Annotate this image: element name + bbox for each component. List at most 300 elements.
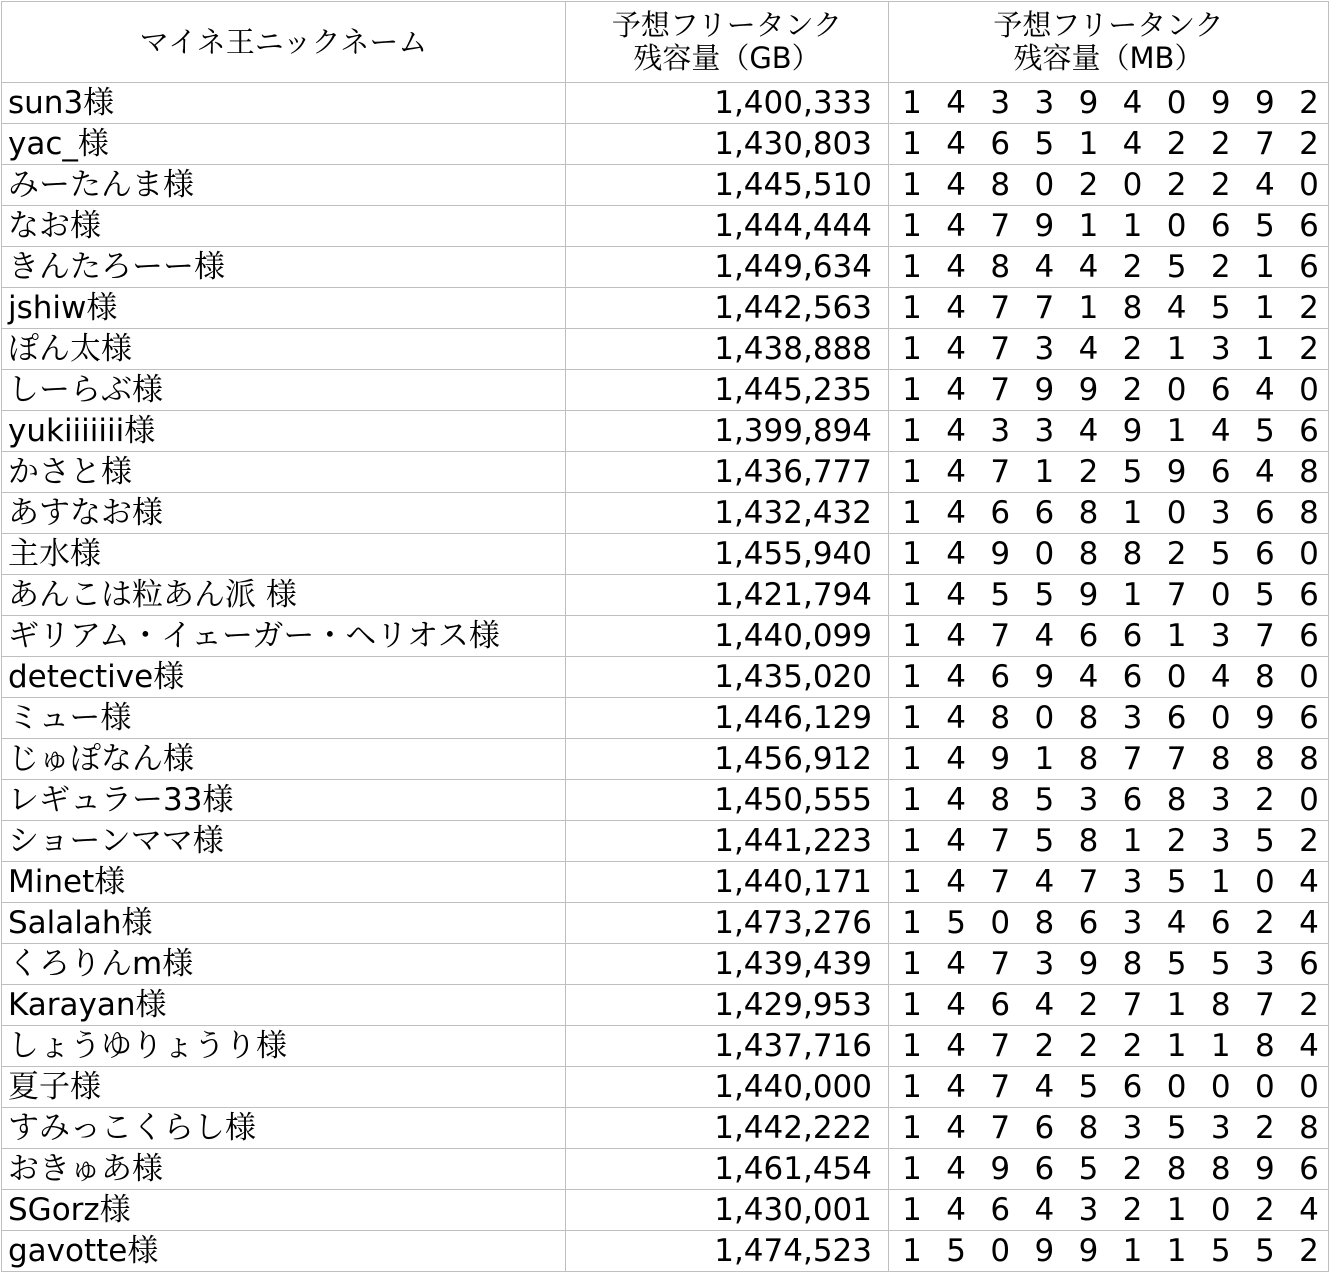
- capacity-gb-cell: 1,446,129: [566, 698, 889, 739]
- mb-digit: 3: [1034, 946, 1055, 982]
- capacity-mb-cell: [889, 329, 1329, 370]
- mb-digit: 0: [1299, 372, 1319, 408]
- mb-digit: 6: [1078, 905, 1099, 941]
- mb-digit: 2: [1122, 1192, 1143, 1228]
- mb-digit: 5: [1034, 577, 1055, 613]
- capacity-gb-cell: 1,435,020: [566, 657, 889, 698]
- nickname-cell: ミュー様: [2, 698, 566, 739]
- mb-digit: 2: [1122, 331, 1143, 367]
- mb-digit: 7: [990, 864, 1011, 900]
- mb-digit: 4: [1299, 905, 1319, 941]
- nickname-cell: SGorz様: [2, 1190, 566, 1231]
- mb-digit: 3: [1255, 946, 1275, 982]
- mb-digit: 1: [1166, 331, 1187, 367]
- mb-digit: 6: [1210, 208, 1231, 244]
- nickname-cell: 夏子様: [2, 1067, 566, 1108]
- capacity-mb-digits: [899, 83, 1322, 123]
- capacity-mb-cell: [889, 575, 1329, 616]
- mb-digit: 2: [1255, 1192, 1275, 1228]
- mb-digit: 9: [990, 741, 1011, 777]
- mb-digit: 4: [946, 290, 966, 326]
- mb-digit: 1: [1034, 741, 1055, 777]
- mb-digit: 6: [1255, 495, 1275, 531]
- nickname-cell: Salalah様: [2, 903, 566, 944]
- capacity-mb-cell: [889, 1190, 1329, 1231]
- mb-digit: 1: [1034, 454, 1055, 490]
- mb-digit: 2: [1122, 249, 1143, 285]
- capacity-gb-cell: 1,455,940: [566, 534, 889, 575]
- mb-digit: 5: [1034, 823, 1055, 859]
- header-gb-line2: 残容量（GB）: [633, 41, 821, 75]
- mb-digit: 1: [902, 126, 922, 162]
- nickname-cell: あすなお様: [2, 493, 566, 534]
- mb-digit: 1: [1210, 1028, 1231, 1064]
- table-row: [2, 862, 1329, 903]
- mb-digit: 9: [1255, 85, 1275, 121]
- mb-digit: 8: [1078, 823, 1099, 859]
- mb-digit: 4: [946, 372, 966, 408]
- table-row: [2, 165, 1329, 206]
- table-body: [2, 83, 1329, 1272]
- mb-digit: 6: [1122, 1069, 1143, 1105]
- nickname-cell: おきゅあ様: [2, 1149, 566, 1190]
- table-row: [2, 616, 1329, 657]
- header-nickname-label: マイネ王ニックネーム: [139, 24, 428, 59]
- mb-digit: 1: [902, 659, 922, 695]
- mb-digit: 7: [990, 454, 1011, 490]
- capacity-mb-cell: [889, 657, 1329, 698]
- nickname-cell: ぽん太様: [2, 329, 566, 370]
- mb-digit: 2: [1299, 85, 1319, 121]
- mb-digit: 9: [1034, 372, 1055, 408]
- mb-digit: 8: [1078, 536, 1099, 572]
- mb-digit: 6: [1299, 413, 1319, 449]
- mb-digit: 4: [946, 126, 966, 162]
- mb-digit: 1: [1122, 577, 1143, 613]
- capacity-gb-cell: 1,456,912: [566, 739, 889, 780]
- mb-digit: 8: [990, 167, 1011, 203]
- capacity-mb-digits: [899, 452, 1322, 492]
- mb-digit: 0: [1299, 659, 1319, 695]
- nickname-cell: yac_様: [2, 124, 566, 165]
- mb-digit: 4: [1255, 167, 1275, 203]
- mb-digit: 4: [1034, 987, 1055, 1023]
- capacity-mb-digits: [899, 657, 1322, 697]
- capacity-gb-cell: 1,438,888: [566, 329, 889, 370]
- nickname-cell: ギリアム・イェーガー・ヘリオス様: [2, 616, 566, 657]
- capacity-mb-digits: [899, 1231, 1322, 1271]
- capacity-gb-cell: 1,430,001: [566, 1190, 889, 1231]
- mb-digit: 2: [1122, 372, 1143, 408]
- mb-digit: 1: [902, 454, 922, 490]
- capacity-mb-digits: [899, 1067, 1322, 1107]
- capacity-gb-cell: 1,445,235: [566, 370, 889, 411]
- mb-digit: 8: [1166, 1151, 1187, 1187]
- capacity-mb-cell: [889, 1026, 1329, 1067]
- mb-digit: 8: [1034, 905, 1055, 941]
- mb-digit: 5: [1166, 864, 1187, 900]
- mb-digit: 4: [1034, 618, 1055, 654]
- mb-digit: 6: [1299, 249, 1319, 285]
- nickname-cell: じゅぽなん様: [2, 739, 566, 780]
- capacity-mb-cell: [889, 985, 1329, 1026]
- mb-digit: 8: [990, 700, 1011, 736]
- mb-digit: 5: [1255, 413, 1275, 449]
- mb-digit: 2: [1210, 126, 1231, 162]
- mb-digit: 1: [1078, 290, 1099, 326]
- mb-digit: 8: [1255, 659, 1275, 695]
- mb-digit: 8: [1255, 1028, 1275, 1064]
- mb-digit: 1: [902, 864, 922, 900]
- mb-digit: 5: [1078, 1151, 1099, 1187]
- table-row: [2, 493, 1329, 534]
- capacity-gb-cell: 1,461,454: [566, 1149, 889, 1190]
- mb-digit: 4: [1255, 454, 1275, 490]
- capacity-mb-digits: [899, 165, 1322, 205]
- mb-digit: 1: [902, 372, 922, 408]
- mb-digit: 0: [1255, 864, 1275, 900]
- capacity-gb-cell: 1,444,444: [566, 206, 889, 247]
- mb-digit: 1: [1255, 290, 1275, 326]
- mb-digit: 1: [902, 1233, 922, 1269]
- mb-digit: 5: [1078, 1069, 1099, 1105]
- header-mb-line1: 予想フリータンク: [993, 8, 1224, 42]
- mb-digit: 9: [1166, 454, 1187, 490]
- mb-digit: 7: [990, 946, 1011, 982]
- mb-digit: 0: [1166, 372, 1187, 408]
- mb-digit: 0: [1210, 1069, 1231, 1105]
- mb-digit: 0: [1034, 536, 1055, 572]
- mb-digit: 0: [1166, 659, 1187, 695]
- mb-digit: 4: [946, 618, 966, 654]
- mb-digit: 4: [1210, 659, 1231, 695]
- table-row: [2, 1026, 1329, 1067]
- table-row: [2, 985, 1329, 1026]
- nickname-cell: detective様: [2, 657, 566, 698]
- capacity-mb-digits: [899, 616, 1322, 656]
- mb-digit: 3: [1078, 1192, 1099, 1228]
- capacity-mb-cell: [889, 534, 1329, 575]
- mb-digit: 3: [1078, 782, 1099, 818]
- table-row: [2, 698, 1329, 739]
- mb-digit: 8: [1122, 946, 1143, 982]
- mb-digit: 7: [1034, 290, 1055, 326]
- mb-digit: 1: [902, 741, 922, 777]
- capacity-mb-cell: [889, 1231, 1329, 1272]
- nickname-cell: Minet様: [2, 862, 566, 903]
- header-mb-line2: 残容量（MB）: [1013, 41, 1204, 75]
- nickname-cell: レギュラー33様: [2, 780, 566, 821]
- mb-digit: 1: [902, 331, 922, 367]
- mb-digit: 1: [902, 618, 922, 654]
- mb-digit: 2: [1299, 126, 1319, 162]
- mb-digit: 1: [902, 249, 922, 285]
- mb-digit: 8: [1299, 495, 1319, 531]
- mb-digit: 0: [1166, 495, 1187, 531]
- capacity-mb-digits: [899, 821, 1322, 861]
- mb-digit: 1: [902, 167, 922, 203]
- mb-digit: 8: [1166, 782, 1187, 818]
- capacity-gb-cell: 1,432,432: [566, 493, 889, 534]
- mb-digit: 2: [1078, 167, 1099, 203]
- mb-digit: 0: [1166, 1069, 1187, 1105]
- capacity-mb-cell: [889, 862, 1329, 903]
- capacity-mb-cell: [889, 698, 1329, 739]
- mb-digit: 6: [1299, 700, 1319, 736]
- capacity-gb-cell: 1,399,894: [566, 411, 889, 452]
- mb-digit: 2: [1299, 331, 1319, 367]
- mb-digit: 4: [1122, 85, 1143, 121]
- mb-digit: 4: [946, 987, 966, 1023]
- capacity-gb-cell: 1,437,716: [566, 1026, 889, 1067]
- capacity-gb-cell: 1,442,222: [566, 1108, 889, 1149]
- table-row: [2, 288, 1329, 329]
- mb-digit: 1: [1166, 413, 1187, 449]
- mb-digit: 8: [1299, 741, 1319, 777]
- mb-digit: 4: [946, 700, 966, 736]
- mb-digit: 6: [1166, 700, 1187, 736]
- table-row: [2, 1231, 1329, 1272]
- mb-digit: 2: [1299, 987, 1319, 1023]
- mb-digit: 4: [1078, 413, 1099, 449]
- capacity-mb-digits: [899, 575, 1322, 615]
- mb-digit: 2: [1299, 1233, 1319, 1269]
- mb-digit: 0: [1299, 536, 1319, 572]
- table-row: [2, 903, 1329, 944]
- mb-digit: 1: [1255, 331, 1275, 367]
- mb-digit: 3: [1034, 331, 1055, 367]
- header-gb: [566, 2, 889, 83]
- mb-digit: 1: [902, 208, 922, 244]
- mb-digit: 3: [1034, 413, 1055, 449]
- mb-digit: 0: [1122, 167, 1143, 203]
- mb-digit: 6: [1210, 905, 1231, 941]
- mb-digit: 4: [946, 454, 966, 490]
- mb-digit: 4: [946, 1069, 966, 1105]
- table-row: [2, 575, 1329, 616]
- mb-digit: 1: [902, 1110, 922, 1146]
- mb-digit: 4: [946, 167, 966, 203]
- mb-digit: 1: [1210, 864, 1231, 900]
- mb-digit: 7: [1078, 864, 1099, 900]
- mb-digit: 4: [946, 823, 966, 859]
- capacity-gb-cell: 1,450,555: [566, 780, 889, 821]
- table-row: [2, 657, 1329, 698]
- mb-digit: 6: [1210, 372, 1231, 408]
- mb-digit: 8: [1299, 1110, 1319, 1146]
- mb-digit: 4: [946, 331, 966, 367]
- nickname-cell: yukiiiiiii様: [2, 411, 566, 452]
- header-nickname: [2, 2, 566, 83]
- mb-digit: 3: [1210, 618, 1231, 654]
- nickname-cell: あんこは粒あん派 様: [2, 575, 566, 616]
- capacity-gb-cell: 1,441,223: [566, 821, 889, 862]
- mb-digit: 1: [1122, 208, 1143, 244]
- header-mb: [889, 2, 1329, 83]
- capacity-mb-digits: [899, 985, 1322, 1025]
- mb-digit: 4: [946, 577, 966, 613]
- capacity-mb-digits: [899, 698, 1322, 738]
- capacity-mb-digits: [899, 862, 1322, 902]
- mb-digit: 9: [1078, 85, 1099, 121]
- table-row: [2, 1149, 1329, 1190]
- table-row: [2, 1067, 1329, 1108]
- mb-digit: 8: [1078, 700, 1099, 736]
- mb-digit: 1: [1166, 987, 1187, 1023]
- mb-digit: 4: [1122, 126, 1143, 162]
- mb-digit: 2: [1166, 823, 1187, 859]
- capacity-mb-digits: [899, 288, 1322, 328]
- mb-digit: 3: [1210, 495, 1231, 531]
- mb-digit: 5: [1255, 208, 1275, 244]
- mb-digit: 4: [946, 495, 966, 531]
- mb-digit: 8: [990, 249, 1011, 285]
- capacity-mb-digits: [899, 1108, 1322, 1148]
- mb-digit: 2: [1299, 823, 1319, 859]
- mb-digit: 9: [1034, 659, 1055, 695]
- nickname-cell: みーたんま様: [2, 165, 566, 206]
- mb-digit: 7: [1166, 741, 1187, 777]
- mb-digit: 4: [1299, 1192, 1319, 1228]
- mb-digit: 4: [1255, 372, 1275, 408]
- mb-digit: 0: [1166, 208, 1187, 244]
- capacity-gb-cell: 1,445,510: [566, 165, 889, 206]
- mb-digit: 0: [1210, 577, 1231, 613]
- mb-digit: 6: [990, 987, 1011, 1023]
- mb-digit: 4: [1078, 659, 1099, 695]
- capacity-gb-cell: 1,429,953: [566, 985, 889, 1026]
- capacity-mb-cell: [889, 247, 1329, 288]
- table-row: [2, 1190, 1329, 1231]
- mb-digit: 7: [990, 290, 1011, 326]
- mb-digit: 1: [902, 413, 922, 449]
- mb-digit: 5: [1166, 249, 1187, 285]
- mb-digit: 5: [1255, 823, 1275, 859]
- mb-digit: 4: [1034, 1069, 1055, 1105]
- mb-digit: 7: [990, 1069, 1011, 1105]
- nickname-cell: gavotte様: [2, 1231, 566, 1272]
- mb-digit: 5: [1034, 782, 1055, 818]
- capacity-mb-cell: [889, 370, 1329, 411]
- mb-digit: 2: [1166, 167, 1187, 203]
- nickname-cell: なお様: [2, 206, 566, 247]
- mb-digit: 6: [990, 1192, 1011, 1228]
- mb-digit: 1: [1255, 249, 1275, 285]
- mb-digit: 2: [1078, 1028, 1099, 1064]
- mb-digit: 6: [1078, 618, 1099, 654]
- table-row: [2, 944, 1329, 985]
- capacity-gb-cell: 1,440,171: [566, 862, 889, 903]
- mb-digit: 6: [1299, 618, 1319, 654]
- mb-digit: 8: [1255, 741, 1275, 777]
- capacity-mb-digits: [899, 1190, 1322, 1230]
- nickname-cell: くろりんm様: [2, 944, 566, 985]
- mb-digit: 8: [1078, 1110, 1099, 1146]
- mb-digit: 4: [946, 659, 966, 695]
- mb-digit: 1: [902, 946, 922, 982]
- mb-digit: 0: [1034, 167, 1055, 203]
- mb-digit: 2: [1078, 987, 1099, 1023]
- capacity-mb-digits: [899, 944, 1322, 984]
- mb-digit: 6: [1255, 536, 1275, 572]
- capacity-mb-digits: [899, 206, 1322, 246]
- mb-digit: 4: [946, 85, 966, 121]
- mb-digit: 4: [1299, 864, 1319, 900]
- mb-digit: 6: [1299, 208, 1319, 244]
- capacity-gb-cell: 1,449,634: [566, 247, 889, 288]
- mb-digit: 2: [1122, 1028, 1143, 1064]
- mb-digit: 1: [902, 577, 922, 613]
- table-row: [2, 1108, 1329, 1149]
- mb-digit: 6: [1034, 1110, 1055, 1146]
- mb-digit: 6: [1122, 659, 1143, 695]
- mb-digit: 3: [1210, 1110, 1231, 1146]
- capacity-gb-cell: 1,400,333: [566, 83, 889, 124]
- mb-digit: 1: [1078, 126, 1099, 162]
- mb-digit: 1: [1078, 208, 1099, 244]
- mb-digit: 1: [902, 495, 922, 531]
- mb-digit: 2: [1255, 1110, 1275, 1146]
- mb-digit: 7: [990, 1110, 1011, 1146]
- mb-digit: 6: [1034, 495, 1055, 531]
- mb-digit: 3: [1122, 905, 1143, 941]
- mb-digit: 1: [1166, 1192, 1187, 1228]
- mb-digit: 8: [1122, 536, 1143, 572]
- mb-digit: 5: [946, 1233, 966, 1269]
- nickname-cell: jshiw様: [2, 288, 566, 329]
- capacity-mb-cell: [889, 124, 1329, 165]
- mb-digit: 7: [1255, 618, 1275, 654]
- mb-digit: 5: [1166, 946, 1187, 982]
- mb-digit: 4: [946, 741, 966, 777]
- mb-digit: 1: [1122, 823, 1143, 859]
- mb-digit: 1: [902, 1069, 922, 1105]
- mb-digit: 9: [1034, 208, 1055, 244]
- mb-digit: 6: [990, 495, 1011, 531]
- mb-digit: 0: [1299, 782, 1319, 818]
- mb-digit: 3: [1122, 864, 1143, 900]
- table-row: [2, 780, 1329, 821]
- mb-digit: 4: [1078, 249, 1099, 285]
- mb-digit: 5: [1255, 577, 1275, 613]
- nickname-cell: きんたろーー様: [2, 247, 566, 288]
- mb-digit: 9: [1078, 946, 1099, 982]
- capacity-gb-cell: 1,440,099: [566, 616, 889, 657]
- capacity-mb-cell: [889, 206, 1329, 247]
- mb-digit: 1: [902, 290, 922, 326]
- mb-digit: 4: [1299, 1028, 1319, 1064]
- nickname-cell: しーらぶ様: [2, 370, 566, 411]
- mb-digit: 4: [946, 782, 966, 818]
- mb-digit: 6: [1210, 454, 1231, 490]
- mb-digit: 9: [1122, 413, 1143, 449]
- capacity-gb-cell: 1,440,000: [566, 1067, 889, 1108]
- capacity-mb-digits: [899, 739, 1322, 779]
- mb-digit: 7: [990, 823, 1011, 859]
- mb-digit: 4: [946, 946, 966, 982]
- capacity-mb-cell: [889, 165, 1329, 206]
- mb-digit: 9: [1034, 1233, 1055, 1269]
- capacity-mb-digits: [899, 1026, 1322, 1066]
- mb-digit: 5: [990, 577, 1011, 613]
- mb-digit: 4: [1034, 864, 1055, 900]
- mb-digit: 5: [1255, 1233, 1275, 1269]
- nickname-cell: すみっこくらし様: [2, 1108, 566, 1149]
- mb-digit: 2: [1255, 905, 1275, 941]
- capacity-mb-cell: [889, 288, 1329, 329]
- capacity-mb-cell: [889, 616, 1329, 657]
- capacity-mb-cell: [889, 83, 1329, 124]
